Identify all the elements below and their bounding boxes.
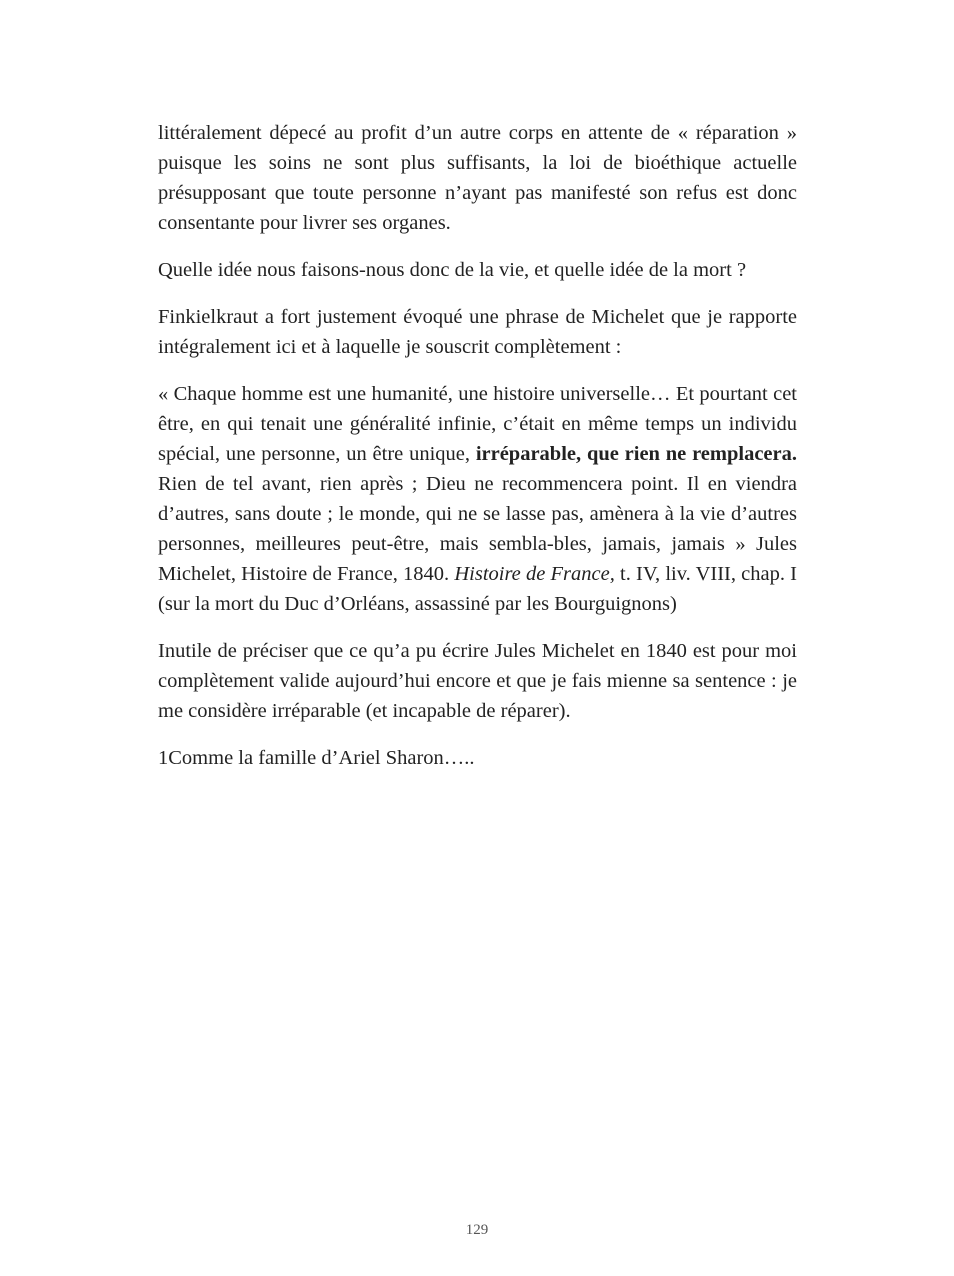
page-number: 129 bbox=[465, 1222, 489, 1238]
quote-text: « Chaque homme est une humanité, une histoire universelle… Et pourtant cet être, en qui tenait une généralité infinie, c’était en même temps un individu spécial, une personne, un être unique, bbox=[158, 383, 797, 465]
book-title: Histoire de France, bbox=[454, 563, 615, 585]
paragraph-question: Quelle idée nous faisons-nous donc de la vie, et quelle idée de la mort ? bbox=[158, 259, 747, 281]
paragraph-michelet-quote bbox=[158, 379, 797, 619]
quote-text-continued: Rien de tel avant, rien après ; Dieu ne recommencera point. Il en viendra d’autres, sans doute ; le monde, qui ne se lasse pas, amènera à la vie d’autres personnes, meilleures peut-être, mais sembla-bles, jamais, jamais » Jules Michelet, Histoire de France, 1840. bbox=[158, 473, 797, 585]
paragraph-organ-donation: littéralement dépecé au profit d’un autre corps en attente de « réparation » puisque les soins ne sont plus suffisants, la loi de bioéthique actuelle présupposant que toute personne n’ayant pas manifesté son refus est donc consentante pour livrer ses organes. bbox=[158, 122, 797, 234]
quote-bold-text: irréparable, que rien ne remplacera. bbox=[475, 443, 798, 465]
citation-reference: t. IV, liv. VIII, chap. I (sur la mort du Duc d’Orléans, assassiné par les Bourguignons) bbox=[158, 563, 798, 615]
paragraph-finkielkraut: Finkielkraut a fort justement évoqué une phrase de Michelet que je rapporte intégralement ici et à laquelle je souscrit complètement : bbox=[158, 306, 797, 358]
paragraph-conclusion: Inutile de préciser que ce qu’a pu écrire Jules Michelet en 1840 est pour moi complètement valide aujourd’hui encore et que je fais mienne sa sentence : je me considère irréparable (et incapable de réparer). bbox=[158, 640, 797, 722]
footnote: 1Comme la famille d’Ariel Sharon….. bbox=[158, 747, 475, 769]
body-text bbox=[158, 118, 797, 790]
